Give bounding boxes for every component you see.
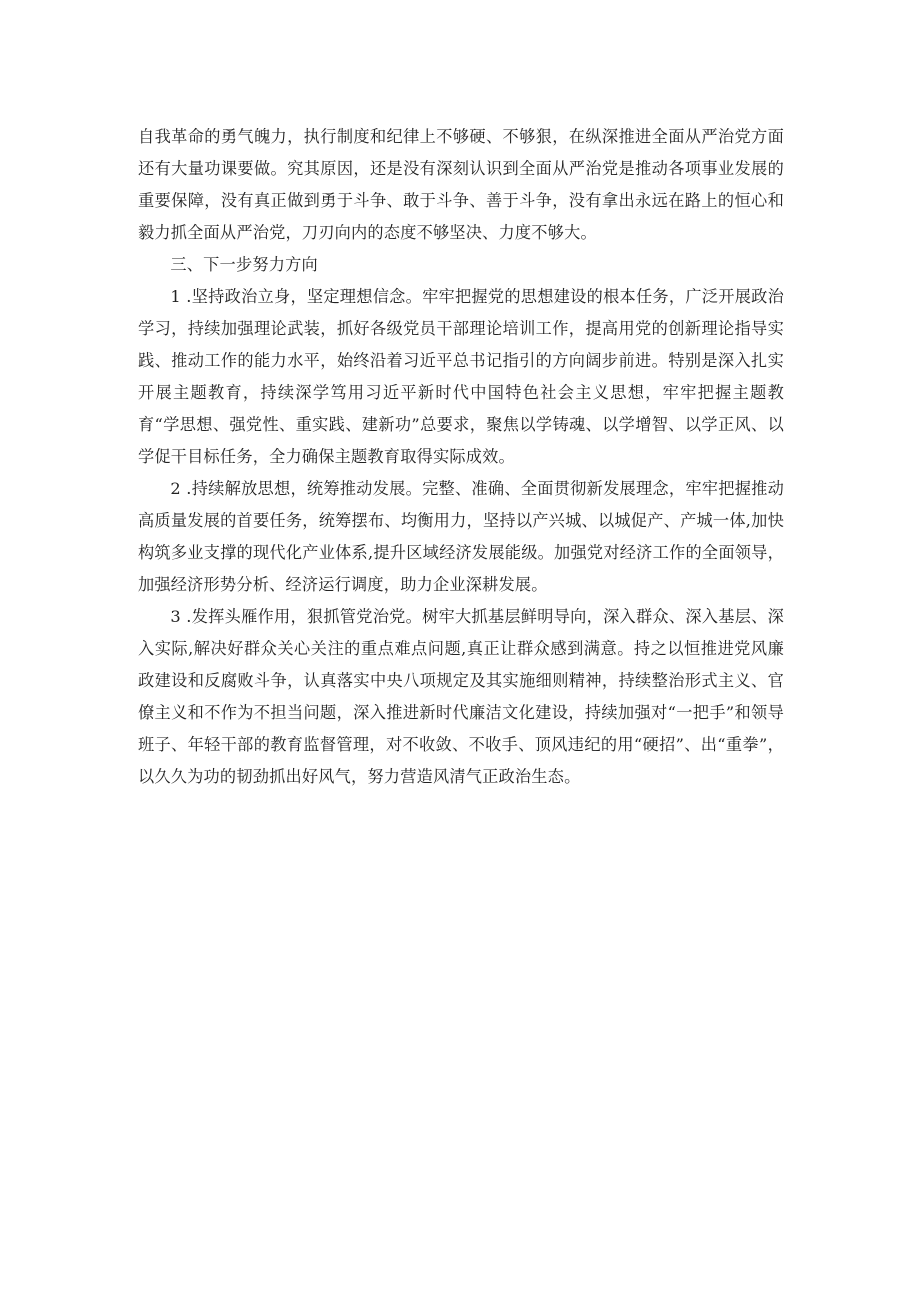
paragraph-item-2: 2 .持续解放思想，统筹推动发展。完整、准确、全面贯彻新发展理念，牢牢把握推动高质量发展的首要任务，统筹摆布、均衡用力，坚持以产兴城、以城促产、产城一体,加快构筑多业支撑的现代化产业体系,提升区域经济发展能级。加强党对经济工作的全面领导，加强经济形势分析、经济运行调度，助力企业深耕发展。 [138,479,784,594]
document-body [138,121,784,793]
paragraph-item-1: 1 .坚持政治立身，坚定理想信念。牢牢把握党的思想建设的根本任务，广泛开展政治学习，持续加强理论武装，抓好各级党员干部理论培训工作，提高用党的创新理论指导实践、推动工作的能力水平，始终沿着习近平总书记指引的方向阔步前进。特别是深入扎实开展主题教育，持续深学笃用习近平新时代中国特色社会主义思想，牢牢把握主题教育“学思想、强党性、重实践、建新功”总要求，聚焦以学铸魂、以学增智、以学正风、以学促干目标任务，全力确保主题教育取得实际成效。 [138,287,784,466]
paragraph-item-3: 3 .发挥头雁作用，狠抓管党治党。树牢大抓基层鲜明导向，深入群众、深入基层、深入实际,解决好群众关心关注的重点难点问题,真正让群众感到满意。持之以恒推进党风廉政建设和反腐败斗争，认真落实中央八项规定及其实施细则精神，持续整治形式主义、官僚主义和不作为不担当问题，深入推进新时代廉洁文化建设，持续加强对“一把手”和领导班子、年轻干部的教育监督管理，对不收敛、不收手、顶风违纪的用“硬招”、出“重拳”，以久久为功的韧劲抓出好风气，努力营造风清气正政治生态。 [138,607,784,786]
paragraph-continuation: 自我革命的勇气魄力，执行制度和纪律上不够硬、不够狠，在纵深推进全面从严治党方面还有大量功课要做。究其原因，还是没有深刻认识到全面从严治党是推动各项事业发展的重要保障，没有真正做到勇于斗争、敢于斗争、善于斗争，没有拿出永远在路上的恒心和毅力抓全面从严治党，刀刃向内的态度不够坚决、力度不够大。 [138,127,784,242]
section-heading: 三、下一步努力方向 [170,255,318,274]
